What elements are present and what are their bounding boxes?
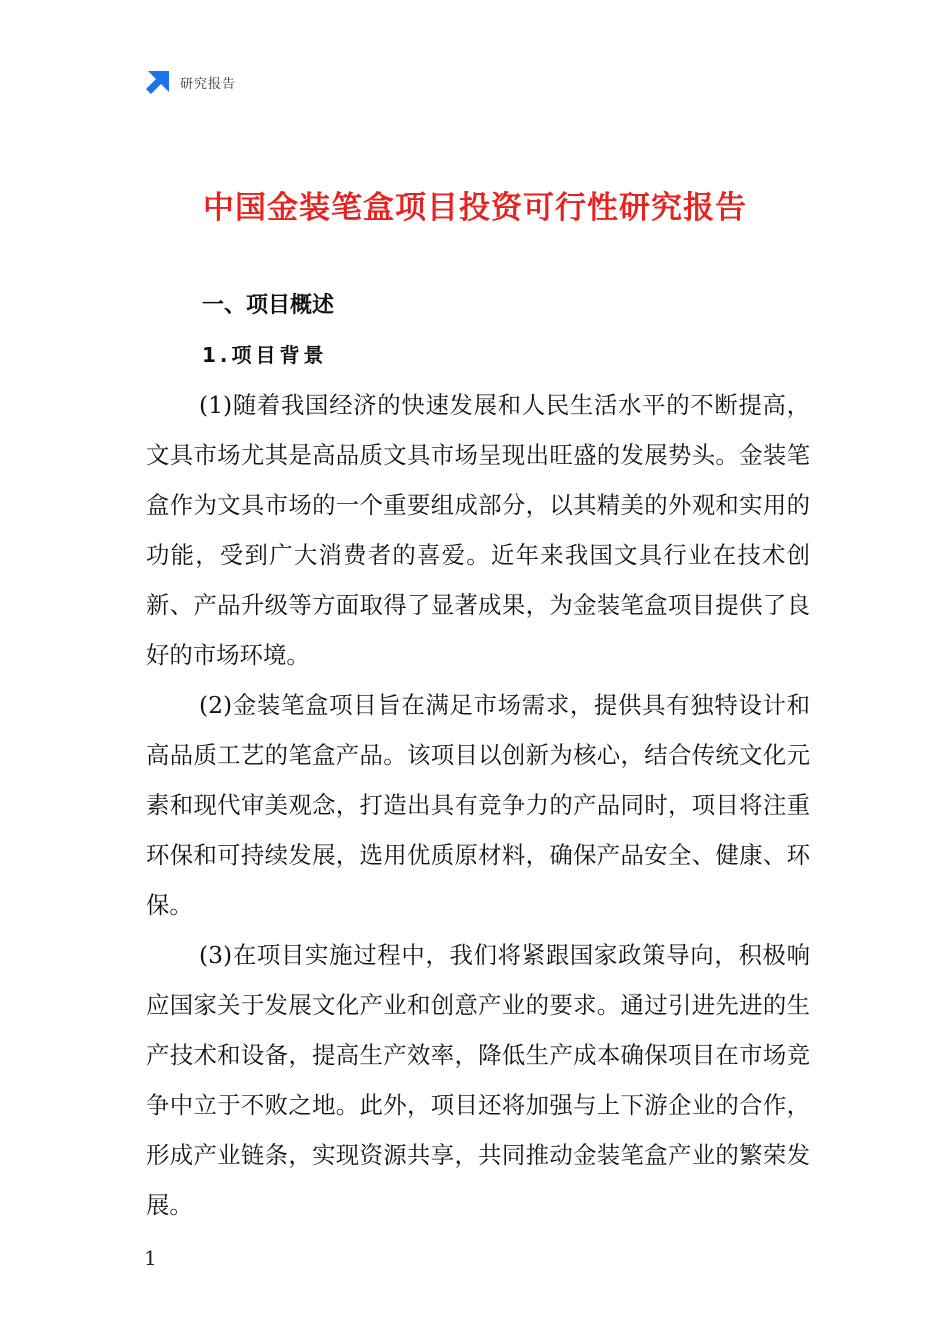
section-heading: 一、项目概述 — [202, 293, 335, 318]
document-title: 中国金装笔盒项目投资可行性研究报告 — [203, 190, 747, 226]
arrow-up-right-icon — [144, 68, 172, 96]
page-header — [144, 68, 236, 96]
paragraph: (1)随着我国经济的快速发展和人民生活水平的不断提高，文具市场尤其是高品质文具市场呈现出旺盛的发展势头。金装笔盒作为文具市场的一个重要组成部分，以其精美的外观和实用的功能，受到广大消费者的喜爱。近年来我国文具行业在技术创新、产品升级等方面取得了显著成果，为金装笔盒项目提供了良好的市场环境。 — [146, 391, 810, 669]
paragraph: (3)在项目实施过程中，我们将紧跟国家政策导向，积极响应国家关于发展文化产业和创意产业的要求。通过引进先进的生产技术和设备，提高生产效率，降低生产成本确保项目在市场竞争中立于不败之地。此外，项目还将加强与上下游企业的合作，形成产业链条，实现资源共享，共同推动金装笔盒产业的繁荣发展。 — [146, 941, 810, 1219]
header-label: 研究报告 — [180, 76, 237, 92]
subsection-heading: 1.项目背景 — [202, 343, 328, 367]
paragraph: (2)金装笔盒项目旨在满足市场需求，提供具有独特设计和高品质工艺的笔盒产品。该项目以创新为核心，结合传统文化元素和现代审美观念，打造出具有竞争力的产品同时，项目将注重环保和可持续发展，选用优质原材料，确保产品安全、健康、环保。 — [146, 691, 810, 919]
page-number: 1 — [144, 1246, 157, 1270]
document-body — [146, 380, 810, 1230]
